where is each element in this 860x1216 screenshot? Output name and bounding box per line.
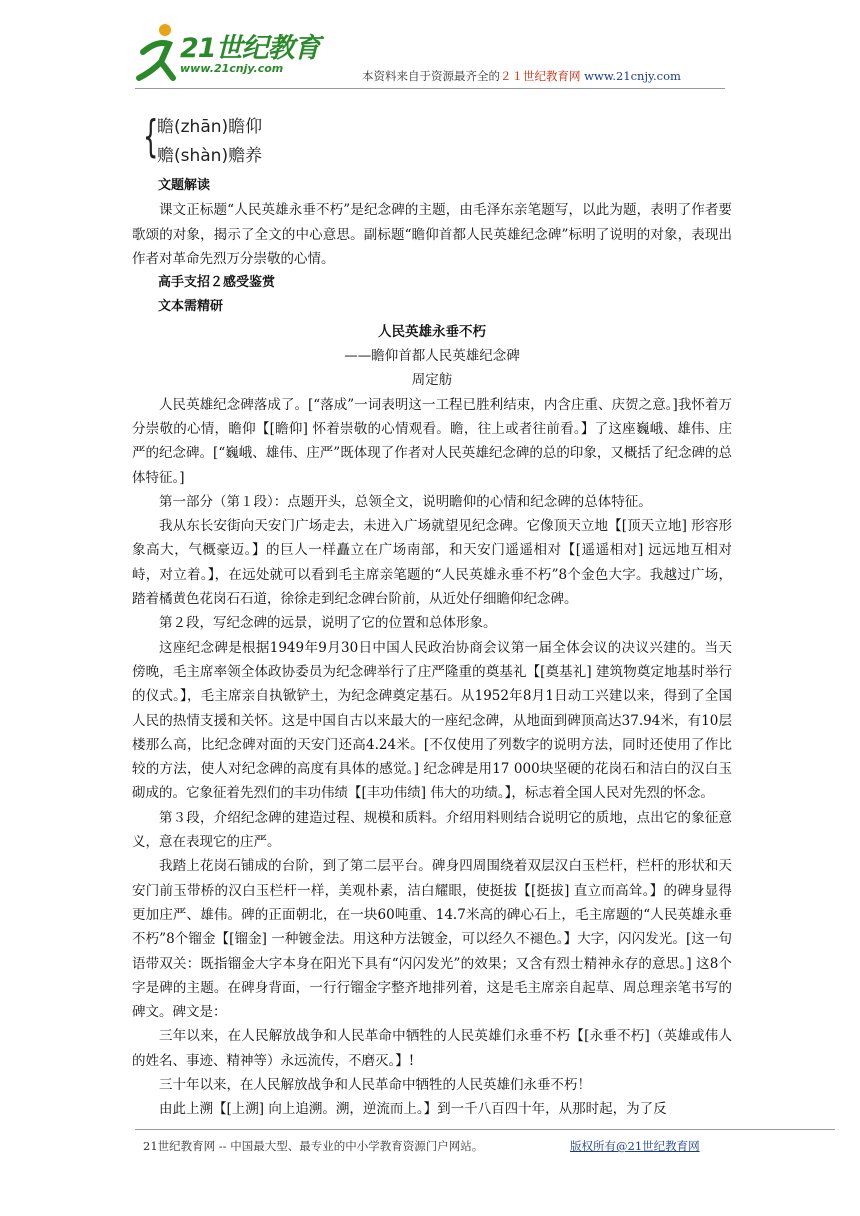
article-author: 周定舫 <box>411 372 453 389</box>
logo-url: www.21cnjy.com <box>180 62 284 75</box>
paragraph: 三年以来，在人民解放战争和人民革命中牺牲的人民英雄们永垂不朽【[永垂不朽]（英雄或伟人的姓名、事迹、精神等）永远流传，不磨灭。】! <box>132 1028 732 1069</box>
pinyin-line-1: 瞻(zhān)瞻仰 <box>157 117 263 137</box>
paragraph: 这座纪念碑是根据1949年9月30日中国人民政治协商会议第一届全体会议的决议兴建的。当天傍晚，毛主席率领全体政协委员为纪念碑举行了庄严隆重的奠基礼【[奠基礼] 建筑物奠定地基时举行的仪式。】，毛主席亲自执锨铲土，为纪念碑奠定基石。从1952年8月1日动工兴建以来，得到了全国人民的热情支援和关怀。这是中国自古以来最大的一座纪念碑，从地面到碑顶高达37.94米，有10层楼那么高，比纪念碑对面的天安门还高4.24米。[不仅使用了列数字的说明方法，同时还使用了作比较的方法，使人对纪念碑的高度有具体的感觉。] 纪念碑是用17 000块坚硬的花岗石和洁白的汉白玉砌成的。它象征着先烈们的丰功伟绩【[丰功伟绩] 伟大的功绩。】，标志着全国人民对先烈的怀念。 <box>132 639 732 802</box>
article-subtitle: ——瞻仰首都人民英雄纪念碑 <box>344 348 520 365</box>
footer-text: 21世纪教育网 -- 中国最大型、最专业的中小学教育资源门户网站。 <box>143 1139 484 1153</box>
header-note-prefix: 本资料来自于资源最齐全的 <box>362 69 500 83</box>
logo-text: 21世纪教育 <box>180 33 320 64</box>
paragraph: 人民英雄纪念碑落成了。[“落成”一词表明这一工程已胜利结束，内含庄重、庆贺之意。]我怀着万分崇敬的心情，瞻仰【[瞻仰] 怀着崇敬的心情观看。瞻，往上或者往前看。】了这座巍峨、雄伟、庄严的纪念碑。[“巍峨、雄伟、庄严”既体现了作者对人民英雄纪念碑的总的印象，又概括了纪念碑的总体特征。] <box>132 396 732 486</box>
paragraph: 我踏上花岗石铺成的台阶，到了第二层平台。碑身四周围绕着双层汉白玉栏杆，栏杆的形状和天安门前玉带桥的汉白玉栏杆一样，美观朴素，洁白耀眼，使挺拔【[挺拔] 直立而高耸。】的碑身显得更加庄严、雄伟。碑的正面朝北，在一块60吨重、14.7米高的碑心石上，毛主席题的“人民英雄永垂不朽”8个镏金【[镏金] 一种镀金法。用这种方法镀金，可以经久不褪色。】大字，闪闪发光。[这一句语带双关：既指镏金大字本身在阳光下具有“闪闪发光”的效果；又含有烈士精神永存的意思。] 这8个字是碑的主题。在碑身背面，一行行镏金字整齐地排列着，这是毛主席亲自起草、周总理亲笔书写的碑文。碑文是： <box>132 858 732 1021</box>
pinyin-line-2: 赡(shàn)赡养 <box>157 146 263 166</box>
paragraph: 第３段，介绍纪念碑的建造过程、规模和质料。介绍用料则结合说明它的质地，点出它的象征意义，意在表现它的庄严。 <box>132 809 732 851</box>
paragraph: 我从东长安街向天安门广场走去，未进入广场就望见纪念碑。它像顶天立地【[顶天立地] 形容形象高大，气概豪迈。】的巨人一样矗立在广场南部，和天安门遥遥相对【[遥遥相对] 远远地互相对峙，对立着。】，在远处就可以看到毛主席亲笔题的“人民英雄永垂不朽”8个金色大字。我越过广场，踏着橘黄色花岗石石道，徐徐走到纪念碑台阶前，从近处仔细瞻仰纪念碑。 <box>132 518 732 608</box>
article-title: 人民英雄永垂不朽 <box>378 323 486 340</box>
page-header <box>0 0 860 100</box>
section-heading-title-analysis: 文题解读 <box>158 178 211 193</box>
runner-icon <box>135 22 183 82</box>
paragraph: 由此上溯【[上溯] 向上追溯。溯，逆流而上。】到一千八百四十年，从那时起，为了反 <box>159 1101 667 1118</box>
header-site-link[interactable]: www.21cnjy.com <box>584 69 681 83</box>
site-logo[interactable] <box>135 18 335 88</box>
paragraph: 三十年以来，在人民解放战争和人民革命中牺牲的人民英雄们永垂不朽！ <box>159 1076 591 1093</box>
brace-icon: { <box>143 111 159 162</box>
footer-divider <box>135 1129 835 1130</box>
section-heading-appreciation: 高手支招２感受鉴赏 <box>158 275 276 291</box>
header-site-name: ２１世纪教育网 <box>500 69 581 83</box>
header-note <box>362 68 681 84</box>
pinyin-comparison <box>143 110 303 170</box>
document-body <box>132 174 732 1122</box>
section-heading-close-reading: 文本需精研 <box>158 299 224 315</box>
header-divider <box>135 88 725 89</box>
footer-copyright-link[interactable]: 版权所有@21世纪教育网 <box>570 1139 700 1153</box>
paragraph-title-analysis: 课文正标题“人民英雄永垂不朽”是纪念碑的主题，由毛泽东亲笔题写，以此为题，表明了作者要歌颂的对象，揭示了全文的中心意思。副标题“瞻仰首都人民英雄纪念碑”标明了说明的对象，表现出作者对革命先烈万分崇敬的心情。 <box>132 202 732 267</box>
paragraph: 第一部分（第１段）：点题开头，总领全文，说明瞻仰的心情和纪念碑的总体特征。 <box>159 493 652 510</box>
paragraph: 第２段，写纪念碑的远景，说明了它的位置和总体形象。 <box>159 615 497 632</box>
